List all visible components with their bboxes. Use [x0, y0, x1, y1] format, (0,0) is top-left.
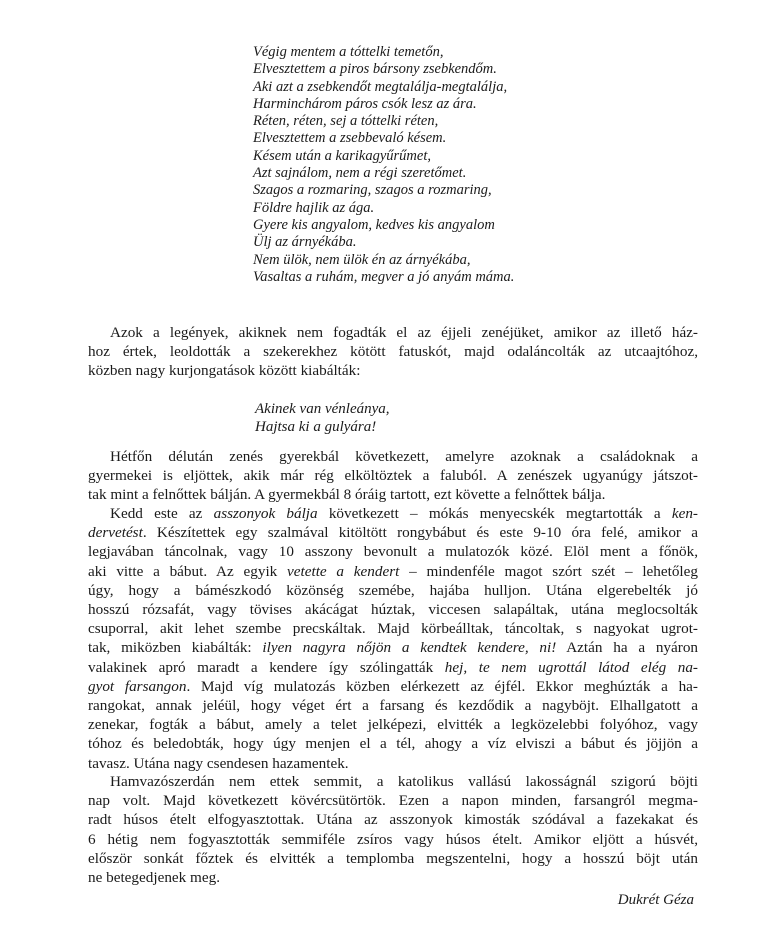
author-signature: Dukrét Géza — [617, 892, 694, 908]
text-line: aki vitte a bábut. Az egyik vetette a kendert – mindenféle magot szórt szét – lehetőleg — [88, 562, 698, 580]
chant-verse — [255, 400, 390, 436]
poem-line: Késem után a karikagyűrűmet, — [253, 147, 431, 164]
poem-line: Aki azt a zsebkendőt megtalálja-megtalálja, — [253, 78, 508, 95]
poem-line: Nem ülök, nem ülök én az árnyékába, — [253, 251, 471, 268]
text-line: Hamvazószerdán nem ettek semmit, a katolikus vallású lakosságnál szigorú böjti — [110, 773, 698, 790]
text-line: hoz értek, leoldották a szekerekhez kötött fatuskót, majd odaláncolták az utcaajtóhoz, — [88, 343, 698, 361]
poem-line: Gyere kis angyalom, kedves kis angyalom — [253, 216, 495, 233]
text-line: tavasz. Utána nagy csendesen hazamentek. — [88, 754, 349, 772]
text-line: hosszú rózsafát, vagy tövises akácágat húztak, viccesen salapáltak, utána meglocsolták — [88, 601, 698, 619]
text-line: közben nagy kurjongatások között kiabálták: — [88, 362, 361, 380]
text-line: radt húsos ételt elfogyasztottak. Utána az asszonyok kimosták szódával a fazekakat és — [88, 811, 698, 829]
text-line: Hétfőn délután zenés gyerekbál következett, amelyre azoknak a családoknak a — [110, 448, 698, 465]
text-line: valakinek apró maradt a kendere így szólingatták hej, te nem ugrottál látod elég na- — [88, 658, 698, 676]
text-line: 6 hétig nem fogyasztották semmiféle zsíros vagy húsos ételt. Amikor eljött a húsvét, — [88, 830, 698, 848]
text-line: Azok a legények, akiknek nem fogadták el az éjjeli zenéjüket, amikor az illető ház- — [110, 324, 698, 341]
text-line: csuporral, akit lehet szembe precskáltak. Majd körbeálltak, táncoltak, s nagyokat ugrot- — [88, 620, 698, 638]
chant-line: Hajtsa ki a gulyára! — [255, 419, 377, 435]
poem-line: Harminchárom páros csók lesz az ára. — [253, 95, 477, 112]
poem-line: Elvesztettem a piros bársony zsebkendőm. — [253, 61, 497, 78]
paragraph-hamvazoszerda — [88, 772, 698, 887]
text-line: először sonkát főztek és elvitték a templomba megszentelni, hogy a hosszú böjt után — [88, 849, 698, 867]
poem-line: Elvesztettem a zsebbevaló késem. — [253, 130, 447, 147]
text-line: gyermekei is eljöttek, akik már rég elköltöztek a faluból. A zenészek ugyanúgy játszot- — [88, 467, 698, 485]
paragraph-gyerekbal — [88, 447, 698, 505]
paragraph-asszonyok-balja — [88, 504, 698, 773]
poem-line: Szagos a rozmaring, szagos a rozmaring, — [253, 182, 492, 199]
text-line: gyot farsangon. Majd víg mulatozás közben elérkezett az éjfél. Ekkor meghúzták a ha- — [88, 677, 698, 695]
text-line: úgy, hogy a bámészkodó közönség szemébe, hajába hulljon. Utána elgerebelték jó — [88, 581, 698, 599]
poem-line: Földre hajlik az ága. — [253, 199, 375, 216]
poem-line: Azt sajnálom, nem a régi szeretőmet. — [253, 165, 467, 182]
text-line: rangokat, annak jeléül, hogy véget ért a farsang és kezdődik a nagyböjt. Elhallgatott a — [88, 697, 698, 715]
poem-line: Ülj az árnyékába. — [253, 234, 357, 251]
text-line: legjavában táncolnak, vagy 10 asszony bevonult a mulatozók közé. Elöl ment a főnök, — [88, 543, 698, 561]
text-line: zenekar, fogták a bábut, amely a telet jelképezi, elvitték a legközelebbi folyóhoz, vagy — [88, 716, 698, 734]
poem-line: Réten, réten, sej a tóttelki réten, — [253, 113, 439, 130]
text-line: tak mint a felnőttek bálján. A gyermekbál 8 óráig tartott, ezt követte a felnőttek bálja. — [88, 486, 606, 504]
text-line: tak, miközben kiabálták: ilyen nagyra nőjön a kendtek kendere, ni! Aztán ha a nyáron — [88, 639, 699, 657]
paragraph-legenyek — [88, 323, 698, 381]
text-line: Kedd este az asszonyok bálja következett – mókás menyecskék megtartották a ken- — [110, 505, 698, 522]
poem — [253, 44, 514, 286]
text-line: nap volt. Majd következett kövércsütörtök. Ezen a napon minden, farsangról megma- — [88, 792, 698, 810]
text-line: tóhoz és beledobták, hogy úgy menjen el a tél, ahogy a víz elviszi a bábut és jöjjön a — [88, 735, 698, 753]
poem-line: Végig mentem a tóttelki temetőn, — [253, 44, 444, 60]
text-line: ne betegedjenek meg. — [88, 869, 220, 887]
chant-line: Akinek van vénleánya, — [255, 401, 390, 417]
poem-line: Vasaltas a ruhám, megver a jó anyám máma. — [253, 268, 515, 285]
text-line: dervetést. Készítettek egy szalmával kitöltött rongybábut és este 9-10 óra felé, amikor a — [88, 524, 698, 542]
